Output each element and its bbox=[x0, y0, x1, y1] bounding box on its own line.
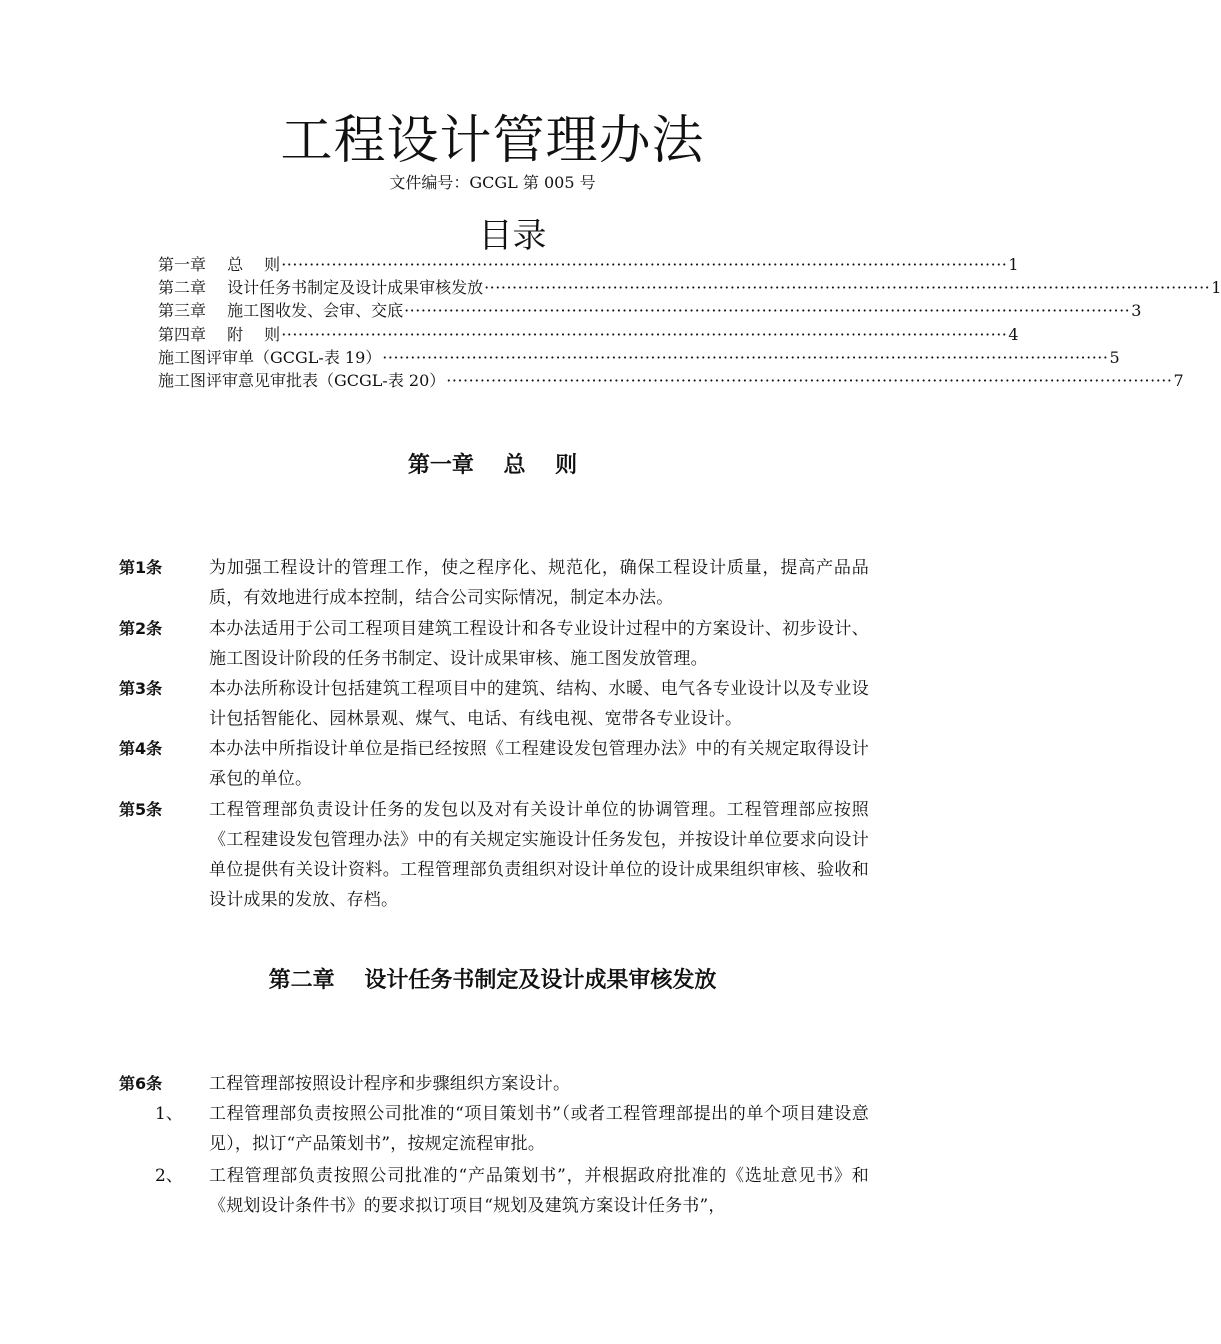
toc-leader-dots: ·································································································································· bbox=[404, 301, 1131, 321]
article-label: 第3条 bbox=[119, 679, 163, 698]
list-item-text: 工程管理部负责按照公司批准的“产品策划书”，并根据政府批准的《选址意见书》和《规划设计条件书》的要求拟订项目“规划及建筑方案设计任务书”， bbox=[209, 1166, 869, 1216]
toc-entry[interactable] bbox=[158, 299, 1142, 322]
list-item-text: 工程管理部负责按照公司批准的“项目策划书”（或者工程管理部提出的单个项目建设意见），拟订“产品策划书”，按规定流程审批。 bbox=[209, 1104, 869, 1154]
toc-entry-label: 第一章 总 则 bbox=[158, 255, 281, 274]
toc-leader-dots: ·································································································································· bbox=[281, 255, 1008, 274]
toc-entry-label: 第四章 附 则 bbox=[158, 324, 281, 344]
toc-leader-dots: ·································································································································· bbox=[446, 370, 1173, 390]
table-of-contents bbox=[158, 253, 1221, 392]
article-label: 第1条 bbox=[119, 558, 163, 577]
article-label: 第6条 bbox=[119, 1074, 163, 1093]
article-text: 为加强工程设计的管理工作，使之程序化、规范化，确保工程设计质量，提高产品品质，有效地进行成本控制，结合公司实际情况，制定本办法。 bbox=[209, 558, 869, 608]
chapter-heading: 第二章 设计任务书制定及设计成果审核发放 bbox=[268, 968, 717, 993]
toc-entry-label: 施工图评审单（GCGL-表 19） bbox=[158, 347, 382, 367]
toc-entry-page: 5 bbox=[1109, 347, 1120, 367]
toc-entry[interactable] bbox=[158, 346, 1120, 369]
toc-entry[interactable] bbox=[158, 369, 1184, 392]
toc-entry[interactable] bbox=[158, 276, 1221, 299]
toc-entry-page: 1 bbox=[1211, 278, 1221, 298]
article-label: 第5条 bbox=[119, 800, 163, 819]
article-label: 第4条 bbox=[119, 739, 163, 758]
article-text: 本办法所称设计包括建筑工程项目中的建筑、结构、水暖、电气各专业设计以及专业设计包括智能化、园林景观、煤气、电话、有线电视、宽带各专业设计。 bbox=[209, 679, 869, 729]
list-item-number: 1、 bbox=[155, 1104, 183, 1124]
toc-entry[interactable] bbox=[158, 323, 1019, 346]
chapter-heading: 第一章 总 则 bbox=[407, 453, 578, 478]
toc-leader-dots: ·································································································································· bbox=[382, 347, 1109, 367]
article-text: 工程管理部负责设计任务的发包以及对有关设计单位的协调管理。工程管理部应按照《工程建设发包管理办法》中的有关规定实施设计任务发包，并按设计单位要求向设计单位提供有关设计资料。工程管理部负责组织对设计单位的设计成果组织审核、验收和设计成果的发放、存档。 bbox=[209, 800, 869, 910]
document-number: 文件编号：GCGL 第 005 号 bbox=[389, 173, 596, 192]
document-title: 工程设计管理办法 bbox=[280, 111, 705, 171]
toc-entry-page: 4 bbox=[1008, 324, 1019, 344]
toc-leader-dots: ·································································································································· bbox=[484, 278, 1211, 298]
toc-entry-label: 第三章 施工图收发、会审、交底 bbox=[158, 301, 404, 321]
toc-leader-dots: ·································································································································· bbox=[281, 324, 1008, 344]
toc-entry[interactable] bbox=[158, 253, 1019, 276]
article-text: 本办法适用于公司工程项目建筑工程设计和各专业设计过程中的方案设计、初步设计、施工图设计阶段的任务书制定、设计成果审核、施工图发放管理。 bbox=[209, 619, 869, 669]
toc-entry-page: 1 bbox=[1008, 255, 1019, 274]
toc-entry-label: 第二章 设计任务书制定及设计成果审核发放 bbox=[158, 278, 484, 298]
toc-entry-page: 7 bbox=[1173, 370, 1184, 390]
article-label: 第2条 bbox=[119, 619, 163, 638]
toc-entry-page: 3 bbox=[1131, 301, 1142, 321]
article-text: 本办法中所指设计单位是指已经按照《工程建设发包管理办法》中的有关规定取得设计承包的单位。 bbox=[209, 739, 869, 789]
article-text: 工程管理部按照设计程序和步骤组织方案设计。 bbox=[209, 1074, 571, 1094]
toc-entry-label: 施工图评审意见审批表（GCGL-表 20） bbox=[158, 370, 446, 390]
list-item-number: 2、 bbox=[155, 1166, 183, 1186]
toc-heading: 目录 bbox=[478, 216, 547, 256]
